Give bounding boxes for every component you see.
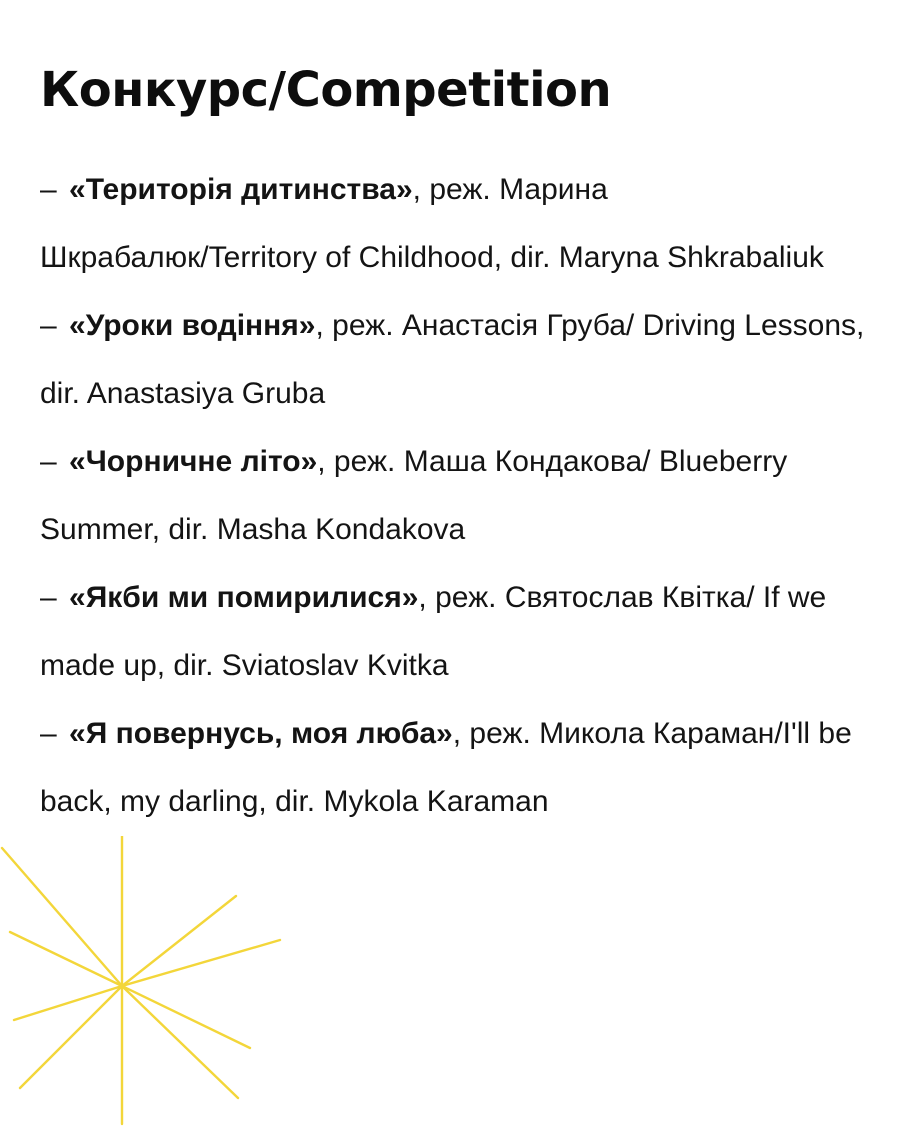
film-entry (40, 564, 890, 700)
film-entry (40, 156, 890, 292)
film-credits: , реж. Святослав Квітка/ If we made up, dir. Sviatoslav Kvitka (40, 581, 827, 682)
film-title: «Я повернусь, моя люба» (69, 717, 453, 750)
page-title: Конкурс/Competition (40, 62, 612, 118)
list-dash: – (40, 717, 57, 750)
film-title: «Чорничне літо» (69, 445, 318, 478)
film-title: «Якби ми помирилися» (69, 581, 419, 614)
list-dash: – (40, 309, 57, 342)
list-dash: – (40, 581, 57, 614)
film-credits: , реж. Анастасія Груба/ Driving Lessons, dir. Anastasiya Gruba (40, 309, 865, 410)
film-title: «Територія дитинства» (69, 173, 413, 206)
film-credits: , реж. Микола Караман/I'll be back, my darling, dir. Mykola Karaman (40, 717, 852, 818)
list-dash: – (40, 445, 57, 478)
film-title: «Уроки водіння» (69, 309, 316, 342)
competition-film-list (40, 156, 890, 836)
film-credits: , реж. Маша Кондакова/ Blueberry Summer, dir. Masha Kondakova (40, 445, 788, 546)
starburst-decoration-icon (0, 836, 290, 1126)
film-entry (40, 700, 890, 836)
list-dash: – (40, 173, 57, 206)
film-entry (40, 292, 890, 428)
film-credits: , реж. Марина Шкрабалюк/Territory of Childhood, dir. Maryna Shkrabaliuk (40, 173, 824, 274)
film-entry (40, 428, 890, 564)
